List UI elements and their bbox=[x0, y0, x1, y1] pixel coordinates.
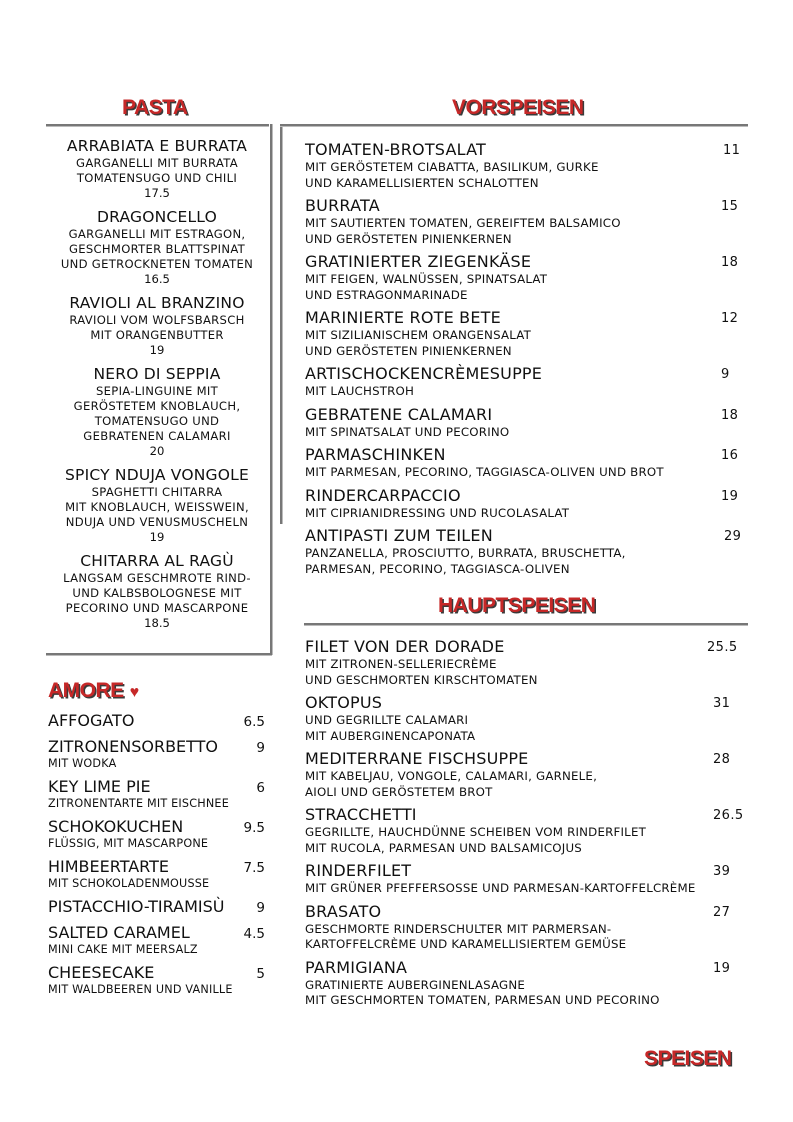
pasta-item bbox=[47, 466, 267, 545]
vorspeisen-item-price: 9 bbox=[721, 367, 730, 382]
amore-item bbox=[48, 963, 268, 997]
vorspeisen-item-desc: MIT SIZILIANISCHEM ORANGENSALAT bbox=[305, 328, 532, 342]
pasta-item-price: 19 bbox=[149, 343, 165, 357]
hauptspeisen-item-desc: MIT RUCOLA, PARMESAN UND BALSAMICOJUS bbox=[305, 840, 582, 855]
hauptspeisen-top-rule bbox=[304, 623, 748, 626]
amore-item-price: 6 bbox=[256, 780, 265, 796]
vorspeisen-item-desc: UND ESTRAGONMARINADE bbox=[305, 287, 468, 302]
vorspeisen-item bbox=[305, 140, 745, 191]
pasta-top-rule bbox=[46, 124, 269, 127]
amore-heading bbox=[48, 680, 139, 701]
vorspeisen-item-name: GRATINIERTER ZIEGENKÄSE bbox=[305, 252, 532, 271]
amore-item-desc: MIT SCHOKOLADENMOUSSE bbox=[48, 877, 210, 890]
vorspeisen-item-price: 18 bbox=[721, 407, 739, 423]
heart-icon: ♥ bbox=[129, 684, 139, 701]
pasta-item-desc: GESCHMORTER BLATTSPINAT bbox=[68, 242, 246, 256]
hauptspeisen-item-desc: MIT ZITRONEN-SELLERIECRÈME bbox=[305, 657, 497, 671]
amore-item-desc: ZITRONENTARTE MIT EISCHNEE bbox=[48, 797, 229, 810]
vorspeisen-item-desc: MIT GERÖSTETEM CIABATTA, BASILIKUM, GURKE bbox=[305, 160, 599, 174]
hauptspeisen-item bbox=[305, 902, 745, 953]
speisen-footer-title: SPEISEN bbox=[644, 1047, 732, 1070]
vorspeisen-item-price: 11 bbox=[723, 143, 741, 158]
amore-title: AMORE bbox=[48, 679, 124, 702]
hauptspeisen-item-desc: GEGRILLTE, HAUCHDÜNNE SCHEIBEN VOM RINDERFILET bbox=[305, 825, 647, 839]
hauptspeisen-item bbox=[305, 749, 745, 800]
amore-item-desc: FLÜSSIG, MIT MASCARPONE bbox=[48, 837, 209, 850]
pasta-item-desc: MIT KNOBLAUCH, WEISSWEIN, bbox=[65, 500, 249, 514]
pasta-item-desc: LANGSAM GESCHMROTE RIND- bbox=[63, 571, 251, 585]
pasta-item-desc: NDUJA UND VENUSMUSCHELN bbox=[65, 515, 249, 529]
vorspeisen-item-desc: MIT CIPRIANIDRESSING UND RUCOLASALAT bbox=[305, 505, 570, 520]
pasta-item-name: DRAGONCELLO bbox=[97, 208, 217, 226]
vorspeisen-item bbox=[305, 445, 745, 481]
amore-item bbox=[48, 777, 268, 811]
vorspeisen-item bbox=[305, 364, 745, 400]
hauptspeisen-item-price: 19 bbox=[713, 960, 731, 976]
hauptspeisen-item-desc: GESCHMORTE RINDERSCHULTER MIT PARMERSAN- bbox=[305, 921, 612, 936]
hauptspeisen-item-name: RINDERFILET bbox=[305, 861, 412, 880]
vorspeisen-item-desc: PARMESAN, PECORINO, TAGGIASCA-OLIVEN bbox=[305, 561, 570, 576]
pasta-item bbox=[47, 208, 267, 287]
pasta-item bbox=[47, 365, 267, 459]
amore-item-name: AFFOGATO bbox=[48, 711, 135, 730]
hauptspeisen-item-price: 39 bbox=[713, 864, 731, 879]
amore-item-price: 7.5 bbox=[243, 860, 265, 876]
hauptspeisen-item-desc: KARTOFFELCRÈME UND KARAMELLISIERTEM GEMÜSE bbox=[305, 937, 627, 951]
vorspeisen-item-name: GEBRATENE CALAMARI bbox=[305, 404, 493, 424]
amore-item-desc: MIT WALDBEEREN UND VANILLE bbox=[48, 983, 233, 996]
pasta-item-desc: PECORINO UND MASCARPONE bbox=[65, 601, 249, 615]
hauptspeisen-item-desc: MIT AUBERGINENCAPONATA bbox=[305, 728, 476, 743]
amore-item bbox=[48, 817, 268, 851]
pasta-item-desc: TOMATENSUGO UND CHILI bbox=[76, 171, 238, 185]
pasta-item-name: CHITARRA AL RAGÙ bbox=[80, 552, 234, 570]
pasta-item-desc: UND GETROCKNETEN TOMATEN bbox=[60, 257, 254, 271]
hauptspeisen-item-desc: MIT GESCHMORTEN TOMATEN, PARMESAN UND PECORINO bbox=[305, 993, 660, 1007]
pasta-item bbox=[47, 294, 267, 358]
pasta-item-desc: GERÖSTETEM KNOBLAUCH, bbox=[73, 399, 241, 413]
hauptspeisen-item-price: 26.5 bbox=[713, 808, 744, 823]
vorspeisen-item-name: MARINIERTE ROTE BETE bbox=[305, 308, 501, 327]
hauptspeisen-item bbox=[305, 693, 745, 744]
pasta-item-desc: UND KALBSBOLOGNESE MIT bbox=[72, 586, 242, 600]
vorspeisen-item-desc: MIT SPINATSALAT UND PECORINO bbox=[305, 424, 510, 439]
vorspeisen-item-price: 15 bbox=[721, 199, 739, 214]
hauptspeisen-item-name: BRASATO bbox=[305, 901, 382, 921]
amore-item bbox=[48, 857, 268, 891]
pasta-item-price: 17.5 bbox=[144, 186, 170, 200]
hauptspeisen-item-desc: AIOLI UND GERÖSTETEM BROT bbox=[305, 784, 493, 799]
vorspeisen-item-price: 16 bbox=[721, 448, 739, 463]
vorspeisen-item-name: ARTISCHOCKENCRÈMESUPPE bbox=[305, 364, 543, 383]
hauptspeisen-item-name: FILET VON DER DORADE bbox=[305, 637, 505, 656]
hauptspeisen-item bbox=[305, 637, 745, 688]
vorspeisen-left-rule bbox=[280, 124, 283, 524]
vorspeisen-top-rule bbox=[280, 124, 748, 127]
amore-item-name: HIMBEERTARTE bbox=[48, 857, 170, 876]
hauptspeisen-item-price: 27 bbox=[713, 904, 731, 920]
pasta-right-rule bbox=[270, 124, 273, 655]
pasta-item-desc: GARGANELLI MIT ESTRAGON, bbox=[68, 227, 246, 241]
hauptspeisen-item bbox=[305, 861, 745, 897]
vorspeisen-item-price: 12 bbox=[721, 311, 739, 326]
hauptspeisen-item-desc: GRATINIERTE AUBERGINENLASAGNE bbox=[305, 977, 526, 992]
hauptspeisen-list bbox=[305, 637, 745, 1014]
vorspeisen-item-desc: MIT LAUCHSTROH bbox=[305, 384, 415, 398]
hauptspeisen-heading: HAUPTSPEISEN bbox=[438, 594, 596, 617]
vorspeisen-item-name: PARMASCHINKEN bbox=[305, 445, 446, 464]
vorspeisen-item bbox=[305, 405, 745, 441]
pasta-item-price: 18.5 bbox=[144, 616, 170, 630]
hauptspeisen-item-desc: MIT KABELJAU, VONGOLE, CALAMARI, GARNELE, bbox=[305, 769, 598, 783]
vorspeisen-item-name: ANTIPASTI ZUM TEILEN bbox=[305, 526, 493, 545]
hauptspeisen-item-price: 31 bbox=[713, 696, 731, 711]
hauptspeisen-item-desc: UND GEGRILLTE CALAMARI bbox=[305, 713, 469, 727]
pasta-item bbox=[47, 552, 267, 631]
vorspeisen-item-desc: PANZANELLA, PROSCIUTTO, BURRATA, BRUSCHETTA, bbox=[305, 546, 626, 560]
vorspeisen-list bbox=[305, 140, 745, 582]
amore-item-name: KEY LIME PIE bbox=[48, 777, 151, 796]
vorspeisen-item bbox=[305, 308, 745, 359]
vorspeisen-item-desc: UND GERÖSTETEN PINIENKERNEN bbox=[305, 231, 512, 246]
vorspeisen-item bbox=[305, 196, 745, 247]
hauptspeisen-item-desc: UND GESCHMORTEN KIRSCHTOMATEN bbox=[305, 672, 538, 687]
hauptspeisen-item-name: PARMIGIANA bbox=[305, 957, 408, 977]
amore-item-desc: MIT WODKA bbox=[48, 757, 117, 770]
hauptspeisen-item-desc: MIT GRÜNER PFEFFERSOSSE UND PARMESAN-KARTOFFELCRÈME bbox=[305, 881, 696, 895]
amore-item-name: CHEESECAKE bbox=[48, 963, 155, 982]
vorspeisen-item-name: TOMATEN-BROTSALAT bbox=[305, 140, 486, 159]
amore-item-price: 6.5 bbox=[243, 714, 265, 730]
vorspeisen-heading: VORSPEISEN bbox=[452, 96, 584, 119]
hauptspeisen-item-name: OKTOPUS bbox=[305, 693, 383, 712]
vorspeisen-item bbox=[305, 252, 745, 303]
amore-item-price: 9.5 bbox=[243, 820, 265, 836]
vorspeisen-item-name: RINDERCARPACCIO bbox=[305, 485, 461, 505]
amore-item-desc: MINI CAKE MIT MEERSALZ bbox=[48, 943, 198, 956]
amore-item-name: ZITRONENSORBETTO bbox=[48, 737, 219, 756]
pasta-item-desc: MIT ORANGENBUTTER bbox=[90, 328, 224, 342]
pasta-item-desc: SPAGHETTI CHITARRA bbox=[91, 485, 223, 499]
vorspeisen-item-desc: UND KARAMELLISIERTEN SCHALOTTEN bbox=[305, 175, 539, 190]
vorspeisen-item bbox=[305, 526, 745, 577]
pasta-list bbox=[47, 137, 267, 638]
amore-item bbox=[48, 923, 268, 957]
hauptspeisen-item-name: MEDITERRANE FISCHSUPPE bbox=[305, 749, 529, 768]
vorspeisen-item-price: 19 bbox=[721, 488, 739, 504]
amore-item bbox=[48, 897, 268, 917]
vorspeisen-item-desc: MIT FEIGEN, WALNÜSSEN, SPINATSALAT bbox=[305, 272, 548, 286]
hauptspeisen-item-price: 28 bbox=[713, 752, 731, 767]
pasta-item bbox=[47, 137, 267, 201]
amore-item-name: SCHOKOKUCHEN bbox=[48, 817, 184, 836]
hauptspeisen-item-price: 25.5 bbox=[707, 640, 738, 655]
pasta-item-desc: SEPIA-LINGUINE MIT bbox=[96, 384, 218, 398]
hauptspeisen-item-name: STRACCHETTI bbox=[305, 805, 417, 824]
amore-item bbox=[48, 711, 268, 731]
amore-list bbox=[48, 711, 268, 1003]
pasta-item-desc: GEBRATENEN CALAMARI bbox=[83, 429, 231, 443]
vorspeisen-item-desc: MIT SAUTIERTEN TOMATEN, GEREIFTEM BALSAMICO bbox=[305, 216, 621, 230]
pasta-item-price: 19 bbox=[149, 530, 165, 544]
pasta-item-name: SPICY NDUJA VONGOLE bbox=[65, 466, 249, 484]
vorspeisen-item-desc: UND GERÖSTETEN PINIENKERNEN bbox=[305, 343, 512, 358]
vorspeisen-item-price: 18 bbox=[721, 255, 739, 270]
amore-item bbox=[48, 737, 268, 771]
vorspeisen-item-price: 29 bbox=[724, 529, 742, 544]
amore-item-price: 9 bbox=[256, 900, 265, 916]
hauptspeisen-item bbox=[305, 805, 745, 856]
pasta-item-desc: GARGANELLI MIT BURRATA bbox=[76, 156, 238, 170]
amore-item-price: 4.5 bbox=[243, 926, 265, 942]
amore-item-name: SALTED CARAMEL bbox=[48, 923, 190, 942]
pasta-item-name: ARRABIATA E BURRATA bbox=[66, 137, 248, 155]
amore-item-price: 9 bbox=[256, 740, 265, 756]
pasta-item-price: 16.5 bbox=[144, 272, 170, 286]
vorspeisen-item-name: BURRATA bbox=[305, 196, 380, 215]
pasta-heading: PASTA bbox=[122, 96, 188, 119]
pasta-item-desc: RAVIOLI VOM WOLFSBARSCH bbox=[69, 313, 245, 327]
pasta-bottom-rule bbox=[46, 653, 272, 656]
pasta-item-price: 20 bbox=[149, 444, 165, 458]
vorspeisen-item bbox=[305, 486, 745, 522]
pasta-item-name: NERO DI SEPPIA bbox=[93, 365, 221, 383]
hauptspeisen-item bbox=[305, 958, 745, 1009]
pasta-item-desc: TOMATENSUGO UND bbox=[94, 414, 220, 428]
amore-item-price: 5 bbox=[256, 966, 265, 982]
amore-item-name: PISTACCHIO-TIRAMISÙ bbox=[48, 897, 225, 916]
pasta-item-name: RAVIOLI AL BRANZINO bbox=[69, 294, 245, 312]
vorspeisen-item-desc: MIT PARMESAN, PECORINO, TAGGIASCA-OLIVEN UND BROT bbox=[305, 465, 664, 479]
